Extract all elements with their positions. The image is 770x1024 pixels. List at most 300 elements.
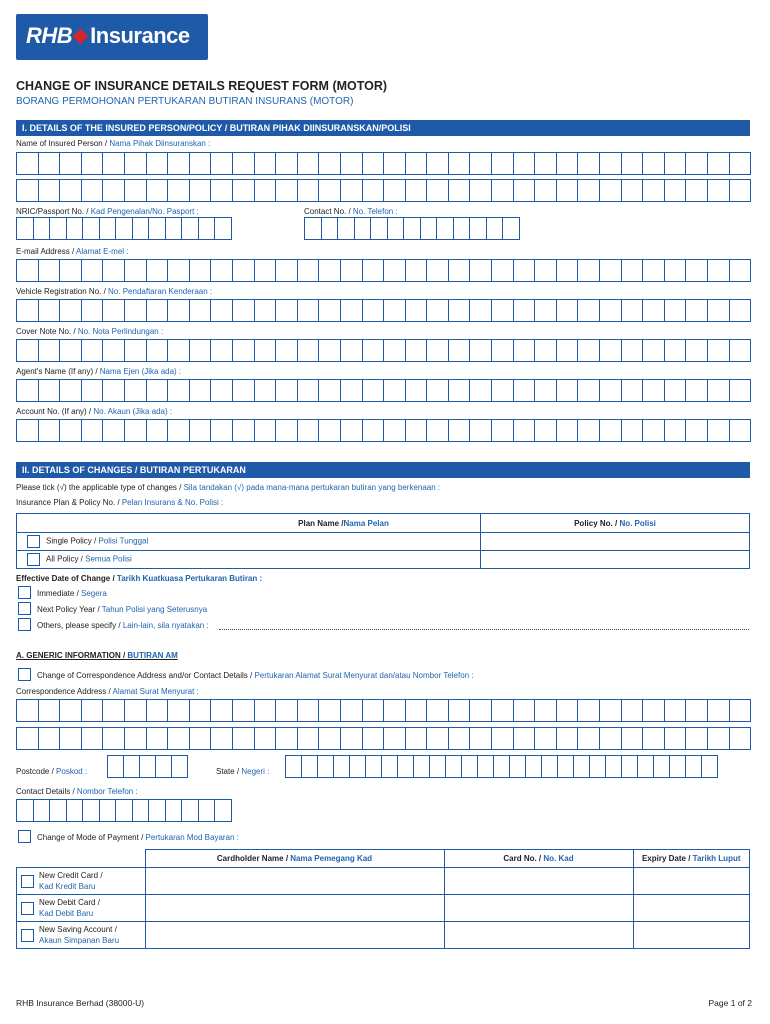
- char-box[interactable]: [383, 419, 406, 442]
- char-box[interactable]: [577, 299, 600, 322]
- char-box[interactable]: [707, 339, 730, 362]
- char-box[interactable]: [124, 727, 147, 750]
- debit-expiry-cell[interactable]: [633, 895, 750, 922]
- char-box[interactable]: [38, 379, 61, 402]
- char-box[interactable]: [599, 259, 622, 282]
- char-box[interactable]: [642, 299, 665, 322]
- char-box[interactable]: [254, 259, 277, 282]
- all-policy-no-cell[interactable]: [481, 551, 750, 569]
- char-box[interactable]: [637, 755, 654, 778]
- char-box[interactable]: [189, 259, 212, 282]
- char-box[interactable]: [167, 152, 190, 175]
- contact-details-boxes[interactable]: [16, 799, 231, 822]
- char-box[interactable]: [81, 152, 104, 175]
- char-box[interactable]: [577, 419, 600, 442]
- char-box[interactable]: [214, 799, 232, 822]
- char-box[interactable]: [297, 259, 320, 282]
- all-policy-checkbox[interactable]: [27, 553, 40, 566]
- saving-holder-cell[interactable]: [145, 922, 444, 949]
- char-box[interactable]: [534, 419, 557, 442]
- char-box[interactable]: [453, 217, 471, 240]
- char-box[interactable]: [556, 379, 579, 402]
- char-box[interactable]: [491, 152, 514, 175]
- char-box[interactable]: [448, 152, 471, 175]
- char-box[interactable]: [81, 339, 104, 362]
- char-box[interactable]: [107, 755, 124, 778]
- char-box[interactable]: [707, 299, 730, 322]
- char-box[interactable]: [148, 217, 166, 240]
- char-box[interactable]: [362, 299, 385, 322]
- char-box[interactable]: [146, 419, 169, 442]
- char-box[interactable]: [254, 299, 277, 322]
- char-box[interactable]: [491, 379, 514, 402]
- char-box[interactable]: [448, 419, 471, 442]
- char-box[interactable]: [469, 152, 492, 175]
- char-box[interactable]: [38, 699, 61, 722]
- debit-holder-cell[interactable]: [145, 895, 444, 922]
- char-box[interactable]: [383, 299, 406, 322]
- char-box[interactable]: [513, 379, 536, 402]
- char-box[interactable]: [534, 727, 557, 750]
- char-box[interactable]: [577, 339, 600, 362]
- char-box[interactable]: [534, 699, 557, 722]
- char-box[interactable]: [38, 727, 61, 750]
- char-box[interactable]: [599, 299, 622, 322]
- char-box[interactable]: [729, 699, 752, 722]
- char-box[interactable]: [167, 727, 190, 750]
- char-box[interactable]: [275, 699, 298, 722]
- char-box[interactable]: [340, 699, 363, 722]
- char-box[interactable]: [66, 217, 84, 240]
- char-box[interactable]: [124, 379, 147, 402]
- char-box[interactable]: [621, 339, 644, 362]
- char-box[interactable]: [297, 152, 320, 175]
- char-box[interactable]: [275, 379, 298, 402]
- char-box[interactable]: [318, 727, 341, 750]
- char-box[interactable]: [557, 755, 574, 778]
- char-box[interactable]: [491, 419, 514, 442]
- char-box[interactable]: [232, 379, 255, 402]
- char-box[interactable]: [66, 799, 84, 822]
- char-box[interactable]: [685, 419, 708, 442]
- char-box[interactable]: [167, 299, 190, 322]
- char-box[interactable]: [383, 179, 406, 202]
- char-box[interactable]: [469, 217, 487, 240]
- char-box[interactable]: [685, 379, 708, 402]
- char-box[interactable]: [621, 699, 644, 722]
- char-box[interactable]: [362, 339, 385, 362]
- char-box[interactable]: [59, 259, 82, 282]
- char-box[interactable]: [16, 727, 39, 750]
- char-box[interactable]: [318, 299, 341, 322]
- char-box[interactable]: [669, 755, 686, 778]
- char-box[interactable]: [413, 755, 430, 778]
- char-box[interactable]: [556, 699, 579, 722]
- char-box[interactable]: [577, 699, 600, 722]
- char-box[interactable]: [621, 727, 644, 750]
- char-box[interactable]: [59, 379, 82, 402]
- char-box[interactable]: [707, 179, 730, 202]
- char-box[interactable]: [81, 419, 104, 442]
- char-box[interactable]: [405, 152, 428, 175]
- char-box[interactable]: [621, 152, 644, 175]
- char-box[interactable]: [599, 179, 622, 202]
- char-box[interactable]: [181, 217, 199, 240]
- char-box[interactable]: [448, 299, 471, 322]
- char-box[interactable]: [664, 379, 687, 402]
- char-box[interactable]: [318, 419, 341, 442]
- char-box[interactable]: [362, 152, 385, 175]
- char-box[interactable]: [123, 755, 140, 778]
- char-box[interactable]: [664, 152, 687, 175]
- char-box[interactable]: [59, 339, 82, 362]
- char-box[interactable]: [146, 727, 169, 750]
- char-box[interactable]: [621, 299, 644, 322]
- char-box[interactable]: [664, 419, 687, 442]
- char-box[interactable]: [275, 727, 298, 750]
- char-box[interactable]: [405, 419, 428, 442]
- char-box[interactable]: [167, 699, 190, 722]
- char-box[interactable]: [275, 179, 298, 202]
- char-box[interactable]: [340, 179, 363, 202]
- char-box[interactable]: [448, 259, 471, 282]
- char-box[interactable]: [513, 259, 536, 282]
- char-box[interactable]: [297, 379, 320, 402]
- char-box[interactable]: [198, 799, 216, 822]
- char-box[interactable]: [383, 379, 406, 402]
- char-box[interactable]: [16, 699, 39, 722]
- char-box[interactable]: [16, 217, 34, 240]
- char-box[interactable]: [685, 179, 708, 202]
- char-box[interactable]: [370, 217, 388, 240]
- char-box[interactable]: [124, 259, 147, 282]
- char-box[interactable]: [232, 699, 255, 722]
- char-box[interactable]: [383, 259, 406, 282]
- contact-no-boxes[interactable]: [304, 217, 519, 240]
- char-box[interactable]: [210, 299, 233, 322]
- char-box[interactable]: [189, 299, 212, 322]
- char-box[interactable]: [275, 152, 298, 175]
- char-box[interactable]: [304, 217, 322, 240]
- char-box[interactable]: [82, 217, 100, 240]
- next-policy-year-checkbox[interactable]: [18, 602, 31, 615]
- char-box[interactable]: [340, 727, 363, 750]
- char-box[interactable]: [318, 699, 341, 722]
- char-box[interactable]: [573, 755, 590, 778]
- char-box[interactable]: [167, 179, 190, 202]
- char-box[interactable]: [318, 339, 341, 362]
- char-box[interactable]: [333, 755, 350, 778]
- char-box[interactable]: [362, 379, 385, 402]
- char-box[interactable]: [210, 152, 233, 175]
- char-box[interactable]: [146, 299, 169, 322]
- debit-card-no-cell[interactable]: [444, 895, 633, 922]
- char-box[interactable]: [362, 179, 385, 202]
- char-box[interactable]: [556, 727, 579, 750]
- char-box[interactable]: [599, 339, 622, 362]
- char-box[interactable]: [198, 217, 216, 240]
- char-box[interactable]: [448, 727, 471, 750]
- char-box[interactable]: [642, 179, 665, 202]
- char-box[interactable]: [525, 755, 542, 778]
- char-box[interactable]: [685, 339, 708, 362]
- char-box[interactable]: [556, 152, 579, 175]
- char-box[interactable]: [621, 755, 638, 778]
- char-box[interactable]: [16, 179, 39, 202]
- char-box[interactable]: [297, 699, 320, 722]
- char-box[interactable]: [448, 339, 471, 362]
- char-box[interactable]: [59, 152, 82, 175]
- char-box[interactable]: [181, 799, 199, 822]
- char-box[interactable]: [664, 727, 687, 750]
- char-box[interactable]: [38, 299, 61, 322]
- char-box[interactable]: [729, 419, 752, 442]
- char-box[interactable]: [16, 339, 39, 362]
- char-box[interactable]: [502, 217, 520, 240]
- char-box[interactable]: [33, 799, 51, 822]
- new-debit-card-checkbox[interactable]: [21, 902, 34, 915]
- char-box[interactable]: [534, 152, 557, 175]
- single-policy-checkbox[interactable]: [27, 535, 40, 548]
- char-box[interactable]: [534, 379, 557, 402]
- char-box[interactable]: [469, 727, 492, 750]
- char-box[interactable]: [189, 339, 212, 362]
- char-box[interactable]: [232, 152, 255, 175]
- char-box[interactable]: [509, 755, 526, 778]
- char-box[interactable]: [642, 727, 665, 750]
- char-box[interactable]: [577, 727, 600, 750]
- char-box[interactable]: [556, 419, 579, 442]
- corr-address-boxes-row1[interactable]: [16, 699, 750, 722]
- char-box[interactable]: [99, 217, 117, 240]
- char-box[interactable]: [469, 419, 492, 442]
- immediate-checkbox[interactable]: [18, 586, 31, 599]
- char-box[interactable]: [448, 379, 471, 402]
- char-box[interactable]: [340, 299, 363, 322]
- char-box[interactable]: [59, 299, 82, 322]
- char-box[interactable]: [124, 299, 147, 322]
- char-box[interactable]: [642, 259, 665, 282]
- char-box[interactable]: [469, 259, 492, 282]
- char-box[interactable]: [707, 727, 730, 750]
- char-box[interactable]: [81, 259, 104, 282]
- char-box[interactable]: [124, 179, 147, 202]
- char-box[interactable]: [16, 799, 34, 822]
- char-box[interactable]: [33, 217, 51, 240]
- char-box[interactable]: [349, 755, 366, 778]
- char-box[interactable]: [115, 799, 133, 822]
- char-box[interactable]: [340, 379, 363, 402]
- credit-card-no-cell[interactable]: [444, 868, 633, 895]
- char-box[interactable]: [534, 259, 557, 282]
- char-box[interactable]: [82, 799, 100, 822]
- char-box[interactable]: [403, 217, 421, 240]
- char-box[interactable]: [297, 339, 320, 362]
- char-box[interactable]: [556, 259, 579, 282]
- char-box[interactable]: [513, 179, 536, 202]
- char-box[interactable]: [685, 755, 702, 778]
- char-box[interactable]: [124, 699, 147, 722]
- char-box[interactable]: [99, 799, 117, 822]
- char-box[interactable]: [81, 299, 104, 322]
- char-box[interactable]: [383, 727, 406, 750]
- char-box[interactable]: [318, 179, 341, 202]
- char-box[interactable]: [405, 379, 428, 402]
- char-box[interactable]: [362, 419, 385, 442]
- char-box[interactable]: [155, 755, 172, 778]
- new-debit-card-cell[interactable]: New Debit Card / Kad Debit Baru: [17, 895, 146, 922]
- saving-expiry-cell[interactable]: [633, 922, 750, 949]
- char-box[interactable]: [171, 755, 188, 778]
- char-box[interactable]: [189, 379, 212, 402]
- char-box[interactable]: [38, 152, 61, 175]
- char-box[interactable]: [685, 259, 708, 282]
- char-box[interactable]: [486, 217, 504, 240]
- char-box[interactable]: [426, 727, 449, 750]
- char-box[interactable]: [148, 799, 166, 822]
- char-box[interactable]: [405, 339, 428, 362]
- char-box[interactable]: [146, 179, 169, 202]
- credit-holder-cell[interactable]: [145, 868, 444, 895]
- char-box[interactable]: [493, 755, 510, 778]
- char-box[interactable]: [445, 755, 462, 778]
- char-box[interactable]: [685, 727, 708, 750]
- char-box[interactable]: [232, 339, 255, 362]
- credit-expiry-cell[interactable]: [633, 868, 750, 895]
- char-box[interactable]: [232, 419, 255, 442]
- char-box[interactable]: [210, 379, 233, 402]
- char-box[interactable]: [556, 179, 579, 202]
- char-box[interactable]: [707, 379, 730, 402]
- char-box[interactable]: [210, 259, 233, 282]
- char-box[interactable]: [701, 755, 718, 778]
- char-box[interactable]: [81, 727, 104, 750]
- char-box[interactable]: [301, 755, 318, 778]
- single-policy-no-cell[interactable]: [481, 533, 750, 551]
- char-box[interactable]: [534, 339, 557, 362]
- char-box[interactable]: [448, 699, 471, 722]
- char-box[interactable]: [254, 339, 277, 362]
- char-box[interactable]: [16, 259, 39, 282]
- char-box[interactable]: [426, 379, 449, 402]
- char-box[interactable]: [210, 419, 233, 442]
- char-box[interactable]: [664, 259, 687, 282]
- char-box[interactable]: [124, 419, 147, 442]
- char-box[interactable]: [189, 152, 212, 175]
- new-saving-account-cell[interactable]: New Saving Account / Akaun Simpanan Baru: [17, 922, 146, 949]
- corr-address-boxes-row2[interactable]: [16, 727, 750, 750]
- char-box[interactable]: [405, 299, 428, 322]
- char-box[interactable]: [38, 259, 61, 282]
- char-box[interactable]: [621, 179, 644, 202]
- char-box[interactable]: [365, 755, 382, 778]
- char-box[interactable]: [115, 217, 133, 240]
- char-box[interactable]: [340, 339, 363, 362]
- char-box[interactable]: [124, 152, 147, 175]
- char-box[interactable]: [124, 339, 147, 362]
- char-box[interactable]: [729, 339, 752, 362]
- char-box[interactable]: [59, 699, 82, 722]
- char-box[interactable]: [59, 179, 82, 202]
- char-box[interactable]: [405, 179, 428, 202]
- char-box[interactable]: [534, 299, 557, 322]
- char-box[interactable]: [513, 339, 536, 362]
- char-box[interactable]: [381, 755, 398, 778]
- char-box[interactable]: [254, 727, 277, 750]
- char-box[interactable]: [513, 152, 536, 175]
- char-box[interactable]: [642, 379, 665, 402]
- char-box[interactable]: [362, 727, 385, 750]
- char-box[interactable]: [642, 699, 665, 722]
- char-box[interactable]: [513, 299, 536, 322]
- others-specify-line[interactable]: [219, 629, 749, 630]
- char-box[interactable]: [383, 339, 406, 362]
- change-payment-checkbox[interactable]: [18, 830, 31, 843]
- char-box[interactable]: [383, 699, 406, 722]
- char-box[interactable]: [297, 299, 320, 322]
- char-box[interactable]: [605, 755, 622, 778]
- char-box[interactable]: [426, 179, 449, 202]
- char-box[interactable]: [254, 179, 277, 202]
- char-box[interactable]: [254, 419, 277, 442]
- char-box[interactable]: [102, 727, 125, 750]
- char-box[interactable]: [599, 152, 622, 175]
- char-box[interactable]: [491, 699, 514, 722]
- char-box[interactable]: [318, 259, 341, 282]
- char-box[interactable]: [232, 727, 255, 750]
- char-box[interactable]: [589, 755, 606, 778]
- char-box[interactable]: [405, 699, 428, 722]
- char-box[interactable]: [426, 699, 449, 722]
- char-box[interactable]: [16, 299, 39, 322]
- nric-boxes[interactable]: [16, 217, 231, 240]
- char-box[interactable]: [707, 419, 730, 442]
- char-box[interactable]: [664, 339, 687, 362]
- char-box[interactable]: [642, 339, 665, 362]
- char-box[interactable]: [685, 699, 708, 722]
- char-box[interactable]: [285, 755, 302, 778]
- char-box[interactable]: [664, 299, 687, 322]
- char-box[interactable]: [102, 379, 125, 402]
- char-box[interactable]: [621, 419, 644, 442]
- change-address-checkbox[interactable]: [18, 668, 31, 681]
- new-credit-card-cell[interactable]: New Credit Card / Kad Kredit Baru: [17, 868, 146, 895]
- char-box[interactable]: [102, 179, 125, 202]
- char-box[interactable]: [59, 727, 82, 750]
- char-box[interactable]: [436, 217, 454, 240]
- char-box[interactable]: [513, 419, 536, 442]
- char-box[interactable]: [729, 259, 752, 282]
- char-box[interactable]: [321, 217, 339, 240]
- char-box[interactable]: [318, 152, 341, 175]
- char-box[interactable]: [397, 755, 414, 778]
- char-box[interactable]: [275, 299, 298, 322]
- char-box[interactable]: [383, 152, 406, 175]
- char-box[interactable]: [534, 179, 557, 202]
- char-box[interactable]: [556, 299, 579, 322]
- char-box[interactable]: [599, 419, 622, 442]
- state-boxes[interactable]: [285, 755, 717, 778]
- char-box[interactable]: [541, 755, 558, 778]
- char-box[interactable]: [420, 217, 438, 240]
- char-box[interactable]: [232, 259, 255, 282]
- char-box[interactable]: [146, 152, 169, 175]
- char-box[interactable]: [405, 727, 428, 750]
- char-box[interactable]: [477, 755, 494, 778]
- char-box[interactable]: [577, 379, 600, 402]
- char-box[interactable]: [165, 217, 183, 240]
- char-box[interactable]: [38, 419, 61, 442]
